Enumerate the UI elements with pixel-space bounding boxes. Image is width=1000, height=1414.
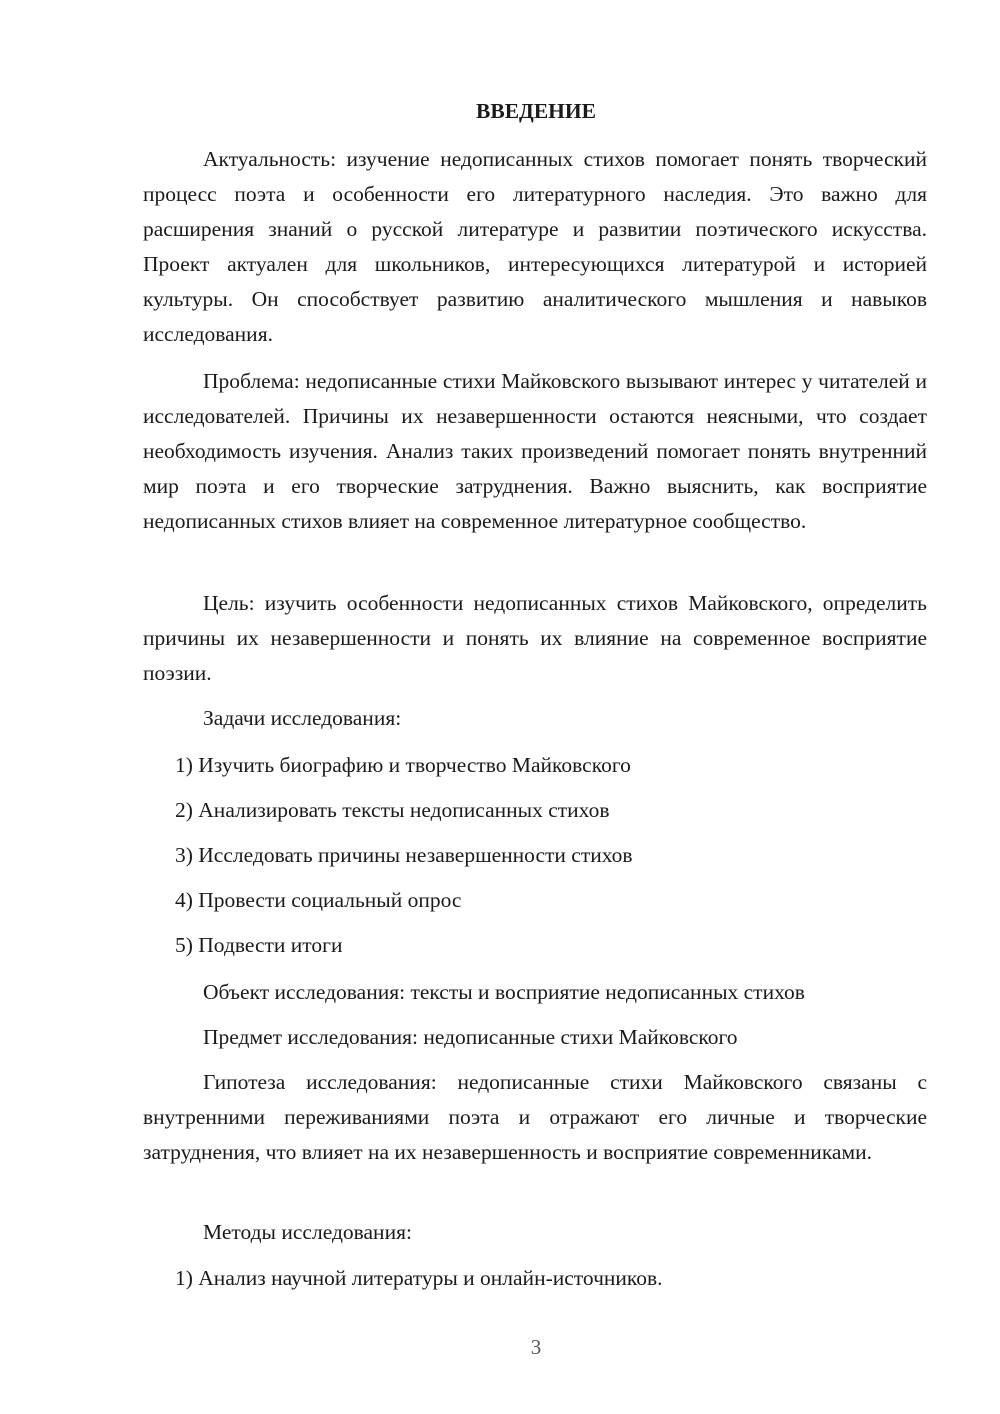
hypothesis-paragraph: Гипотеза исследования: недописанные стихи Майковского связаны с внутренними переживаниями поэта и отражают его личные и творческие затруднения, что влияет на их незавершенность и восприятие современниками. (143, 1070, 927, 1164)
methods-title: Методы исследования: (203, 1220, 412, 1244)
problem-paragraph: Проблема: недописанные стихи Майковского вызывают интерес у читателей и исследователей. Причины их незавершенности остаются неясными, что создает необходимость изучения. Анализ таких произведений помогает понять внутренний мир поэта и его творческие затруднения. Важно выяснить, как восприятие недописанных стихов влияет на современное литературное сообщество. (143, 369, 927, 533)
page-number: 3 (530, 1335, 542, 1359)
list-item: 3) Исследовать причины незавершенности стихов (175, 843, 633, 867)
object-line: Объект исследования: тексты и восприятие недописанных стихов (203, 980, 805, 1004)
subject-line: Предмет исследования: недописанные стихи Майковского (203, 1025, 738, 1049)
list-item: 4) Провести социальный опрос (175, 888, 462, 912)
tasks-title: Задачи исследования: (203, 706, 402, 730)
list-item: 2) Анализировать тексты недописанных стихов (175, 798, 610, 822)
list-item: 1) Изучить биографию и творчество Майковского (175, 753, 631, 777)
list-item: 1) Анализ научной литературы и онлайн-источников. (175, 1266, 663, 1290)
list-item: 5) Подвести итоги (175, 933, 343, 957)
relevance-paragraph: Актуальность: изучение недописанных стихов помогает понять творческий процесс поэта и особенности его литературного наследия. Это важно для расширения знаний о русской литературе и развитии поэтического искусства. Проект актуален для школьников, интересующихся литературой и историей культуры. Он способствует развитию аналитического мышления и навыков исследования. (143, 147, 927, 346)
goal-paragraph: Цель: изучить особенности недописанных стихов Майковского, определить причины их незавершенности и понять их влияние на современное восприятие поэзии. (143, 591, 927, 685)
page-title: ВВЕДЕНИЕ (476, 99, 596, 123)
